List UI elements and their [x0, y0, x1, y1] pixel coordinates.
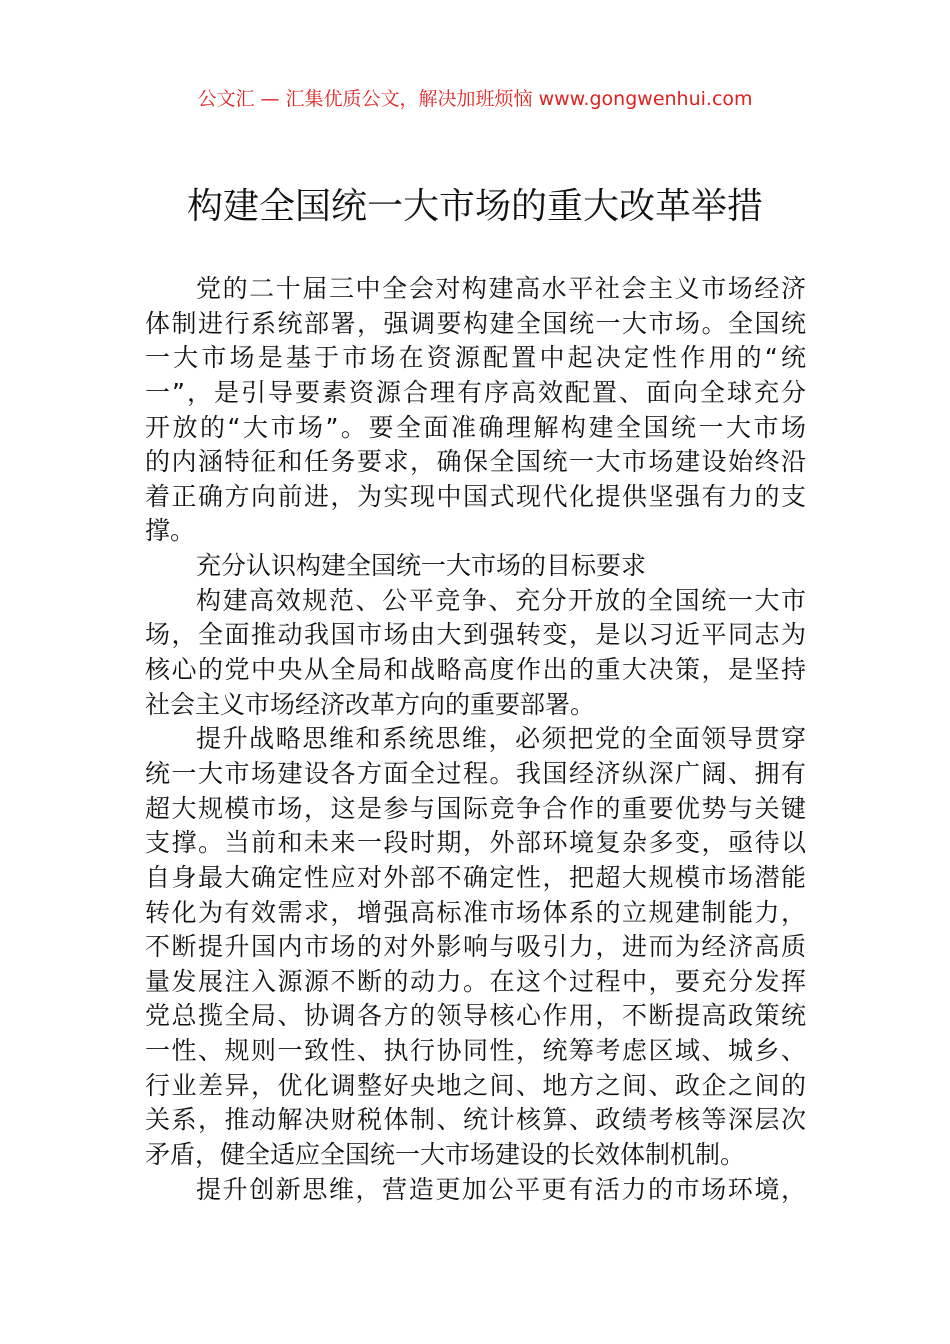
text-line: 提升创新思维，营造更加公平更有活力的市场环境，: [196, 1174, 806, 1204]
section-heading: [145, 549, 806, 584]
text-line: 自身最大确定性应对外部不确定性，把超大规模市场潜能: [145, 862, 806, 892]
text-line: 统一大市场建设各方面全过程。我国经济纵深广阔、拥有: [145, 758, 806, 788]
text-line: 党的二十届三中全会对构建高水平社会主义市场经济: [196, 274, 806, 303]
paragraph: [145, 1173, 806, 1208]
text-line: 关系，推动解决财税体制、统计核算、政绩考核等深层次: [145, 1105, 806, 1135]
paragraph: [145, 584, 806, 723]
text-line: 提升战略思维和系统思维，必须把党的全面领导贯穿: [196, 724, 806, 754]
text-line: 量发展注入源源不断的动力。在这个过程中，要充分发挥: [145, 966, 806, 996]
text-line: 场，全面推动我国市场由大到强转变，是以习近平同志为: [145, 620, 806, 650]
text-line: 撑。: [145, 516, 196, 546]
text-line: 着正确方向前进，为实现中国式现代化提供坚强有力的支: [145, 481, 806, 511]
text-line: 超大规模市场，这是参与国际竞争合作的重要优势与关键: [145, 793, 806, 823]
text-line: 一性、规则一致性、执行协同性，统筹考虑区域、城乡、: [145, 1036, 806, 1066]
document-title: 构建全国统一大市场的重大改革举措: [186, 186, 763, 227]
text-line: 矛盾，健全适应全国统一大市场建设的长效体制机制。: [145, 1140, 746, 1170]
text-line: 支撑。当前和未来一段时期，外部环境复杂多变，亟待以: [145, 828, 806, 858]
paragraph: [145, 722, 806, 1172]
text-line: 体制进行系统部署，强调要构建全国统一大市场。全国统: [145, 308, 806, 338]
text-line: 转化为有效需求，增强高标准市场体系的立规建制能力，: [145, 897, 806, 927]
text-line: 党总揽全局、协调各方的领导核心作用，不断提高政策统: [145, 1001, 806, 1031]
text-line: 构建高效规范、公平竞争、充分开放的全国统一大市: [196, 585, 806, 615]
text-line: 核心的党中央从全局和战略高度作出的重大决策，是坚持: [145, 655, 806, 685]
text-line: 开放的“大市场”。要全面准确理解构建全国统一大市场: [145, 412, 806, 442]
text-line: 社会主义市场经济改革方向的重要部署。: [145, 689, 596, 719]
text-line: 不断提升国内市场的对外影响与吸引力，进而为经济高质: [145, 932, 806, 962]
text-line: 充分认识构建全国统一大市场的目标要求: [196, 551, 647, 581]
paragraph: [145, 272, 806, 549]
text-line: 一大市场是基于市场在资源配置中起决定性作用的“统: [145, 343, 806, 373]
watermark-header: 公文汇 — 汇集优质公文，解决加班烦恼 www.gongwenhui.com: [197, 88, 753, 110]
text-line: 一”，是引导要素资源合理有序高效配置、面向全球充分: [145, 377, 806, 407]
text-line: 行业差异，优化调整好央地之间、地方之间、政企之间的: [145, 1070, 806, 1100]
document-body: [145, 272, 806, 1207]
text-line: 的内涵特征和任务要求，确保全国统一大市场建设始终沿: [145, 447, 806, 477]
